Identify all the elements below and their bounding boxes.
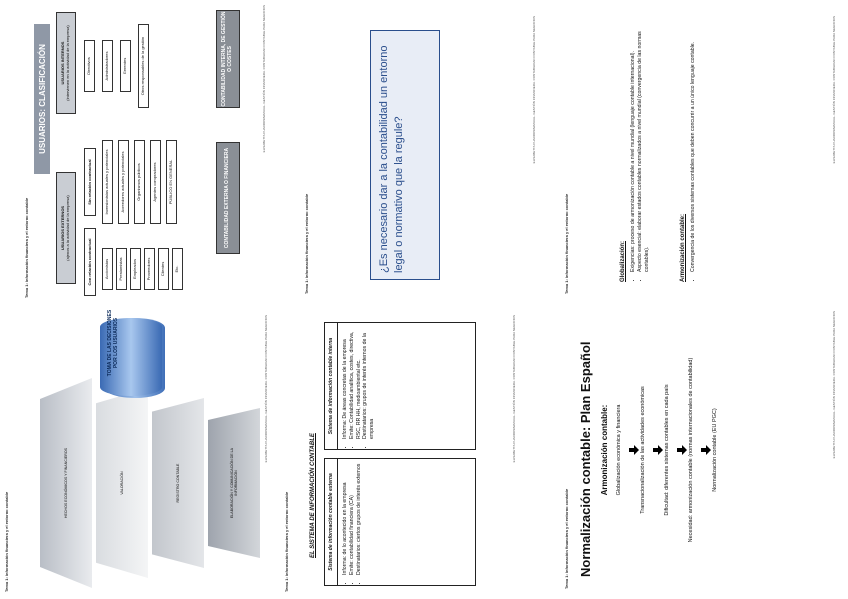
sin-item: PÚBLICO EN GENERAL [166,140,177,224]
decision-text: TOMA DE LAS DECISIONES POR LOS USUARIOS [107,309,119,377]
con-item: Etc. [172,248,183,290]
sin-item: Inversionistas actuales y potenciales [102,140,113,224]
slide-header: Tema 1: Información financiera y el entorno contable [4,491,9,592]
normalizacion-step: Globalización económica y financiera [616,404,622,496]
con-item: Prestamistas [116,248,127,290]
step-label-4: ELABORACIÓN Y COMUNICACIÓN DE LA INFORMACIÓN [229,447,238,519]
sin-item: Organismos públicos [134,140,145,224]
slide-usuarios [20,0,270,305]
armonizacion-heading: Armonización contable: [680,213,686,282]
external-users-box [56,172,76,284]
con-item: Accionistas [102,248,113,290]
decision-cylinder [100,309,162,396]
external-system-heading: Sistema de información contable externa [325,459,338,585]
int-item: Otros responsables de la gestión [138,24,149,108]
sistema-title: EL SISTEMA DE INFORMACIÓN CONTABLE [310,433,316,558]
normalizacion-step: Transnacionalización de las actividades económicas [640,386,646,514]
step-label-2: VALORACIÓN [119,471,124,495]
con-item: Empleados [130,248,141,290]
internal-item: • Destinatarios: grupos de interés internos de la empresa [362,323,376,439]
internal-system-box [324,322,476,450]
slide-header: Tema 1: Información financiera y el entorno contable [564,193,569,294]
slide-footer: ELISABETTA CUADROS/MANUAL- GESTIÓN FINANCIERA. CONTABILIDAD CONTABLE PARA NEGOCIOS [832,311,836,459]
bottom-internal-box: CONTABILIDAD INTERNA, DE GESTIÓN O COSTES [216,10,240,108]
sin-item: Acreedores actuales y potenciales [118,140,129,224]
arrow-down-icon [674,445,684,455]
slide-header: Tema 1: Información financiera y el entorno contable [284,491,289,592]
armonizacion-subtitle: Armonización contable: [600,404,609,496]
con-relacion-box: Con relación contractual [84,228,96,296]
internal-item: • Emite: Contabilidad analítica, costes, directiva, RSC, RR HH, medioambiental etc. [349,323,363,439]
normalizacion-title: Normalización contable: Plan Español [578,341,593,577]
normalizacion-step: Dificultad: diferentes sistemas contables en cada país [664,384,670,516]
slide-normalizacion-content [560,305,840,595]
arrow-down-icon [650,445,660,455]
slide-sistema-informacion [280,310,520,599]
external-item: • Emite: contabilidad financiera (CA) [349,459,356,575]
usuarios-title: USUARIOS: CLASIFICACIÓN [34,24,50,174]
slide-header: Tema 1: Información financiera y el entorno contable [24,197,29,298]
slide-globalizacion [560,10,840,300]
arrow-down-icon [626,445,636,455]
int-item: Administradores [102,40,113,92]
internal-system-heading: Sistema de información contable interna [325,323,338,449]
slide-header: Tema 1: Información financiera y el entorno contable [564,488,569,589]
internal-users-label: USUARIOS INTERNOS [60,41,66,85]
slide-footer: ELISABETTA CUADROS/MANUAL- GESTIÓN FINANCIERA. CONTABILIDAD CONTABLE PARA NEGOCIOS [512,315,516,463]
globalizacion-item: • Exigencias: proceso de armonización contable a nivel mundial (lenguaje contable internacional). [630,22,637,272]
armonizacion-item: • Convergencia de los diversos sistemas contables que deben concurrir a un único lenguaje contable. [690,22,697,272]
internal-item: • Informa: De áreas concretas de la empresa [342,323,349,439]
sin-relacion-box: Sin relación contractual [84,148,96,216]
step-label-3: REGISTRO CONTABLE [175,463,180,503]
globalizacion-heading: Globalización: [620,240,626,282]
normalizacion-step: Normalización contable (EU PGC) [712,408,718,492]
slide-footer: ELISABETTA CUADROS/MANUAL- GESTIÓN FINANCIERA. CONTABILIDAD CONTABLE PARA NEGOCIOS [532,16,536,164]
int-item: Gerentes [120,40,131,92]
slide-header: Tema 1: Información financiera y el entorno contable [304,193,309,294]
normalizacion-step: Necesidad: armonización contable (normas internacionales de contabilidad) [688,357,694,543]
slide-footer: ELISABETTA CUADROS/MANUAL- GESTIÓN FINANCIERA. CONTABILIDAD CONTABLE PARA NEGOCIOS [262,5,266,153]
slide-footer: ELISABETTA CUADROS/MANUAL- GESTIÓN FINANCIERA. CONTABILIDAD CONTABLE PARA NEGOCIOS [832,16,836,164]
bottom-external-box: CONTABILIDAD EXTERNA O FINANCIERA [216,142,240,254]
question-box: ¿Es necesario dar a la contabilidad un entorno legal o normativo que la regule? [370,30,440,280]
step-label-1: HECHOS ECONÓMICOS Y FINANCIEROS [63,447,68,519]
slide-question [300,10,540,300]
external-item: • Informa: de lo acontecido en la empresa [342,459,349,575]
slide-footer: ELISABETTA CUADROS/MANUAL- GESTIÓN FINANCIERA. CONTABILIDAD CONTABLE PARA NEGOCIOS [264,315,268,463]
external-users-sub: (ajenos a la actividad de la empresa) [65,195,70,261]
con-item: Clientes [158,248,169,290]
internal-users-box [56,12,76,114]
int-item: Directivos [84,40,95,92]
internal-users-sub: (intervienen en la actividad de la empresa) [65,25,70,101]
external-system-box [324,458,476,586]
external-users-label: USUARIOS EXTERNOS [60,205,66,251]
con-item: Proveedores [144,248,155,290]
sin-item: Agentes compradores [150,140,161,224]
globalizacion-item: • Aspecto esencial: elaborar estados contables normalizados a nivel mundial (convergencia de las normas contables). [637,22,651,272]
external-item: • Destinatarios: ciertos grupos de interés externos [356,459,363,575]
arrow-down-icon [698,445,708,455]
